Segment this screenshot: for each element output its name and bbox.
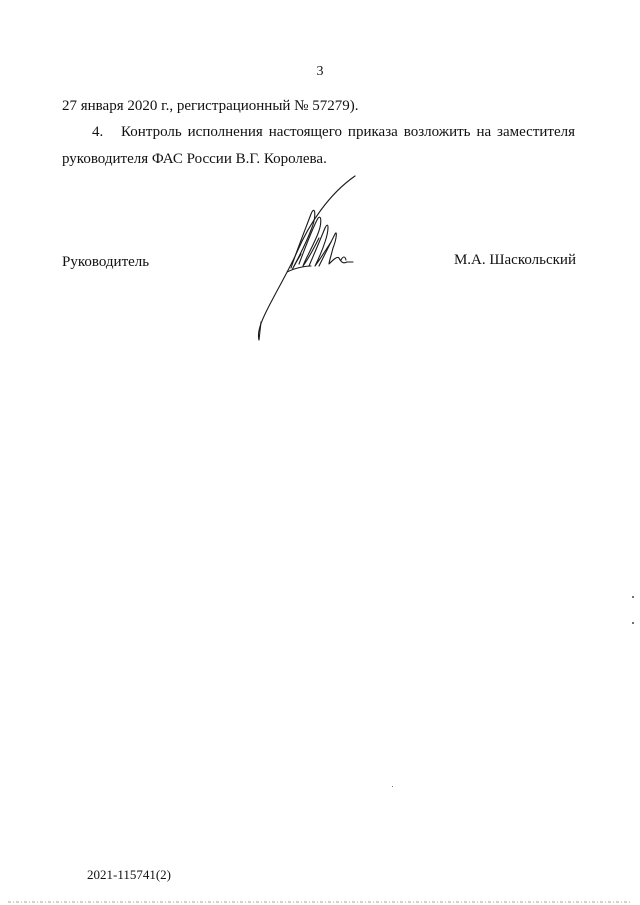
scan-speck — [392, 786, 393, 787]
scan-speck — [632, 622, 634, 624]
body-line-1: 27 января 2020 г., регистрационный № 57279). — [62, 98, 359, 114]
scan-bottom-edge — [0, 899, 640, 905]
scan-speck — [632, 596, 634, 598]
signer-name: М.А. Шаскольский — [453, 252, 576, 268]
page-number: 3 — [316, 64, 324, 79]
item-text: Контроль исполнения настоящего приказа возложить на заместителя — [121, 124, 576, 140]
signer-title: Руководитель — [62, 254, 150, 270]
body-line-2 — [62, 123, 575, 141]
body-line-3: руководителя ФАС России В.Г. Королева. — [62, 151, 327, 167]
item-number: 4. — [92, 124, 104, 140]
handwritten-signature — [245, 172, 365, 348]
document-code: 2021-115741(2) — [87, 867, 172, 882]
